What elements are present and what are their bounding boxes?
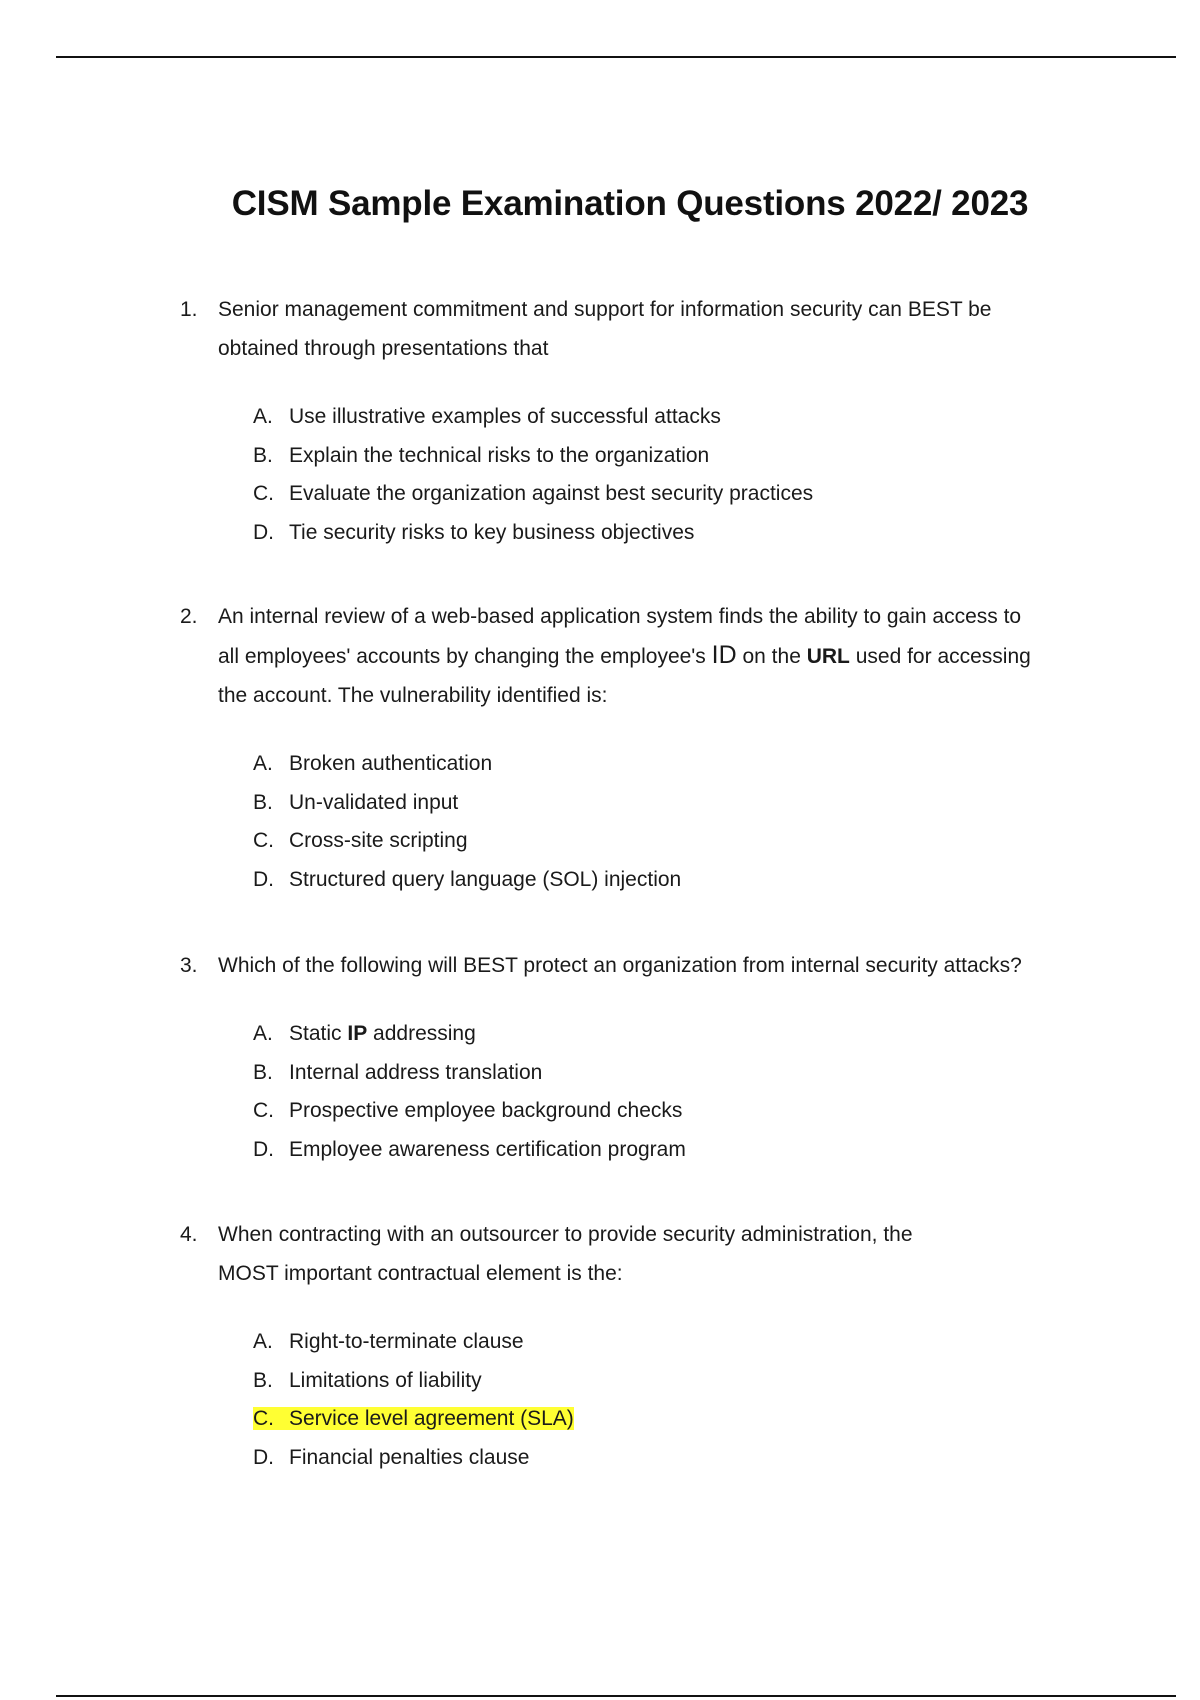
option-text: Use illustrative examples of successful attacks xyxy=(289,405,721,428)
option-b xyxy=(253,437,1080,476)
question-text: Senior management commitment and support for information security can BEST be xyxy=(218,298,992,321)
option-c-highlighted-answer xyxy=(253,1400,1080,1439)
question-text: MOST important contractual element is the: xyxy=(218,1262,623,1285)
option-b xyxy=(253,1054,1080,1093)
option-letter: A. xyxy=(253,1330,273,1353)
option-a xyxy=(253,745,1080,784)
question-text: An internal review of a web-based application system finds the ability to gain access to xyxy=(218,605,1022,628)
question-3 xyxy=(180,946,1080,1169)
option-text: Internal address translation xyxy=(289,1060,543,1084)
question-number: 1. xyxy=(180,298,198,321)
question-text-line xyxy=(180,1215,1080,1254)
option-text: Service level agreement (SLA) xyxy=(289,1407,574,1430)
option-a xyxy=(253,1015,1080,1054)
option-letter: A. xyxy=(253,405,273,428)
option-text: Evaluate the organization against best security practices xyxy=(289,482,814,505)
ip-term: IP xyxy=(347,1022,368,1045)
answer-options xyxy=(180,745,1080,899)
question-text: used for accessing xyxy=(849,645,1031,668)
option-text: Prospective employee background checks xyxy=(289,1099,683,1122)
question-text: the account. The vulnerability identified is: xyxy=(218,684,608,707)
option-letter: B. xyxy=(253,1060,273,1084)
url-term: URL xyxy=(806,645,850,668)
option-d xyxy=(253,514,1080,553)
option-text: Right-to-terminate clause xyxy=(289,1330,524,1353)
question-number: 2. xyxy=(180,605,198,628)
question-4 xyxy=(180,1215,1080,1477)
option-text: Structured query language (SOL) injection xyxy=(289,867,682,891)
option-letter: C. xyxy=(253,829,274,852)
option-letter: D. xyxy=(253,867,274,891)
id-term: ID xyxy=(711,641,737,669)
question-text-line xyxy=(180,1254,1080,1293)
option-text: Financial penalties clause xyxy=(289,1445,530,1469)
option-letter: B. xyxy=(253,443,273,467)
option-d xyxy=(253,861,1080,900)
question-1 xyxy=(180,290,1080,552)
top-rule xyxy=(56,56,1176,58)
option-text: Un-validated input xyxy=(289,790,459,814)
answer-options xyxy=(180,398,1080,552)
option-text: addressing xyxy=(367,1022,476,1045)
option-c xyxy=(253,822,1080,861)
option-letter: B. xyxy=(253,1368,273,1392)
option-d xyxy=(253,1439,1080,1478)
question-text-line xyxy=(180,597,1080,636)
question-number: 3. xyxy=(180,954,198,977)
question-text: Which of the following will BEST protect an organization from internal security attacks? xyxy=(218,954,1022,977)
question-text-line xyxy=(180,329,1080,368)
option-letter: C. xyxy=(253,1407,274,1430)
question-text: on the xyxy=(736,645,807,668)
option-letter: A. xyxy=(253,752,273,775)
bottom-rule xyxy=(56,1695,1176,1697)
answer-options xyxy=(180,1323,1080,1477)
option-text: Broken authentication xyxy=(289,752,493,775)
option-letter: D. xyxy=(253,520,274,544)
option-letter: D. xyxy=(253,1137,274,1161)
option-text: Employee awareness certification program xyxy=(289,1137,686,1161)
question-text: When contracting with an outsourcer to provide security administration, the xyxy=(218,1223,913,1246)
option-c xyxy=(253,1092,1080,1131)
option-letter: C. xyxy=(253,1099,274,1122)
option-a xyxy=(253,398,1080,437)
question-number: 4. xyxy=(180,1223,198,1246)
option-d xyxy=(253,1131,1080,1170)
option-c xyxy=(253,475,1080,514)
option-letter: B. xyxy=(253,790,273,814)
highlight-mark xyxy=(253,1407,574,1430)
question-text-line xyxy=(180,676,1080,715)
option-text: Limitations of liability xyxy=(289,1368,482,1392)
option-b xyxy=(253,1362,1080,1401)
question-text: all employees' accounts by changing the employee's xyxy=(218,645,712,668)
answer-options xyxy=(180,1015,1080,1169)
question-text-line xyxy=(180,290,1080,329)
question-2 xyxy=(180,597,1080,899)
option-text: Static xyxy=(289,1022,348,1045)
option-text: Cross-site scripting xyxy=(289,829,468,852)
question-text-line xyxy=(180,946,1080,985)
page-title: CISM Sample Examination Questions 2022/ 2023 xyxy=(231,184,1029,223)
option-text: Tie security risks to key business objectives xyxy=(289,520,695,544)
option-a xyxy=(253,1323,1080,1362)
option-text: Explain the technical risks to the organization xyxy=(289,443,710,467)
option-letter: C. xyxy=(253,482,274,505)
option-letter: A. xyxy=(253,1022,273,1045)
question-text-line xyxy=(180,636,1080,676)
option-letter: D. xyxy=(253,1445,274,1469)
option-b xyxy=(253,784,1080,823)
question-text: obtained through presentations that xyxy=(218,337,549,360)
